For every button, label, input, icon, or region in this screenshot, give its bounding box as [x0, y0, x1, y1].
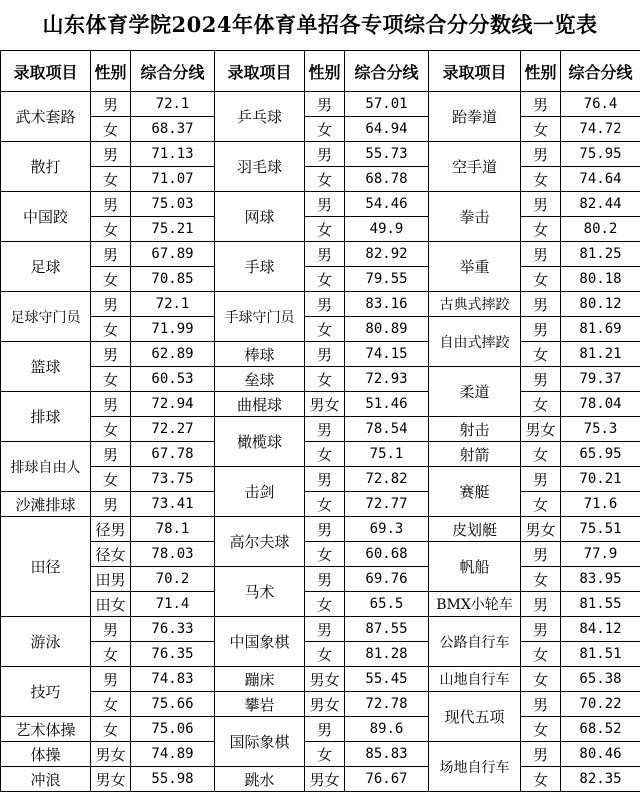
score-cell: 75.03 [131, 192, 215, 217]
project-cell: 冲浪 [1, 767, 91, 792]
gender-cell: 男 [305, 142, 345, 167]
gender-cell: 男女 [521, 417, 561, 442]
gender-cell: 径女 [91, 542, 131, 567]
gender-cell: 男 [305, 292, 345, 317]
project-cell: 拳击 [429, 192, 521, 242]
gender-cell: 男 [91, 242, 131, 267]
score-cell: 70.2 [131, 567, 215, 592]
score-cell: 80.18 [561, 267, 640, 292]
gender-cell: 男女 [91, 742, 131, 767]
table-row [1, 242, 640, 267]
header-gender: 性别 [521, 51, 561, 92]
score-cell: 80.2 [561, 217, 640, 242]
project-cell: 排球 [1, 392, 91, 442]
project-cell: 技巧 [1, 667, 91, 717]
score-cell: 74.83 [131, 667, 215, 692]
score-cell: 85.83 [345, 742, 429, 767]
score-cell: 67.78 [131, 442, 215, 467]
gender-cell: 女 [91, 267, 131, 292]
score-cell: 71.07 [131, 167, 215, 192]
project-cell: 曲棍球 [215, 392, 305, 417]
gender-cell: 女 [91, 717, 131, 742]
gender-cell: 男女 [305, 667, 345, 692]
gender-cell: 男 [91, 292, 131, 317]
project-cell: 空手道 [429, 142, 521, 192]
gender-cell: 女 [91, 467, 131, 492]
table-row [1, 617, 640, 642]
table-row [1, 367, 640, 392]
gender-cell: 径男 [91, 517, 131, 542]
header-score: 综合分线 [131, 51, 215, 92]
project-cell: 中国象棋 [215, 617, 305, 667]
project-cell: 射箭 [429, 442, 521, 467]
gender-cell: 女 [91, 642, 131, 667]
score-cell: 75.06 [131, 717, 215, 742]
table-row [1, 192, 640, 217]
project-cell: 武术套路 [1, 92, 91, 142]
gender-cell: 女 [305, 742, 345, 767]
project-cell: 篮球 [1, 342, 91, 392]
score-cell: 74.72 [561, 117, 640, 142]
gender-cell: 男 [521, 242, 561, 267]
gender-cell: 男 [305, 717, 345, 742]
score-cell: 75.51 [561, 517, 640, 542]
score-cell: 80.89 [345, 317, 429, 342]
gender-cell: 女 [521, 642, 561, 667]
score-cell: 75.66 [131, 692, 215, 717]
score-cell: 68.78 [345, 167, 429, 192]
score-cell: 67.89 [131, 242, 215, 267]
gender-cell: 女 [305, 217, 345, 242]
score-cell: 68.52 [561, 717, 640, 742]
project-cell: 国际象棋 [215, 717, 305, 767]
score-cell: 81.55 [561, 592, 640, 617]
score-cell: 71.13 [131, 142, 215, 167]
score-cell: 75.95 [561, 142, 640, 167]
table-row [1, 742, 640, 767]
project-cell: 古典式摔跤 [429, 292, 521, 317]
gender-cell: 男 [521, 467, 561, 492]
table-row [1, 517, 640, 542]
gender-cell: 男 [521, 592, 561, 617]
score-cell: 68.37 [131, 117, 215, 142]
score-cell: 83.16 [345, 292, 429, 317]
table-row [1, 92, 640, 117]
project-cell: 手球 [215, 242, 305, 292]
table-row [1, 492, 640, 517]
score-cell: 49.9 [345, 217, 429, 242]
project-cell: 皮划艇 [429, 517, 521, 542]
gender-cell: 男 [91, 142, 131, 167]
header-score: 综合分线 [345, 51, 429, 92]
table-row [1, 292, 640, 317]
project-cell: 羽毛球 [215, 142, 305, 192]
score-cell: 71.4 [131, 592, 215, 617]
table-row [1, 217, 640, 242]
project-cell: 手球守门员 [215, 292, 305, 342]
gender-cell: 男女 [305, 392, 345, 417]
header-gender: 性别 [91, 51, 131, 92]
gender-cell: 男 [305, 617, 345, 642]
project-cell: 自由式摔跤 [429, 317, 521, 367]
score-cell: 72.1 [131, 92, 215, 117]
score-cell: 72.78 [345, 692, 429, 717]
gender-cell: 女 [305, 167, 345, 192]
gender-cell: 女 [91, 317, 131, 342]
gender-cell: 女 [91, 692, 131, 717]
project-cell: 击剑 [215, 467, 305, 517]
header-gender: 性别 [305, 51, 345, 92]
gender-cell: 女 [305, 317, 345, 342]
table-row [1, 767, 640, 792]
gender-cell: 女 [305, 542, 345, 567]
score-cell: 69.3 [345, 517, 429, 542]
score-cell: 78.04 [561, 392, 640, 417]
project-cell: 柔道 [429, 367, 521, 417]
score-cell: 65.5 [345, 592, 429, 617]
gender-cell: 男 [521, 92, 561, 117]
score-cell: 79.55 [345, 267, 429, 292]
gender-cell: 男 [521, 617, 561, 642]
table-row [1, 667, 640, 692]
table-body [1, 92, 640, 792]
score-cell: 72.93 [345, 367, 429, 392]
table-row [1, 117, 640, 142]
score-cell: 75.21 [131, 217, 215, 242]
table-row [1, 417, 640, 442]
table-row [1, 642, 640, 667]
table-row [1, 692, 640, 717]
gender-cell: 男 [305, 192, 345, 217]
score-cell: 83.95 [561, 567, 640, 592]
score-cell: 60.68 [345, 542, 429, 567]
gender-cell: 女 [305, 267, 345, 292]
header-score: 综合分线 [561, 51, 640, 92]
gender-cell: 女 [91, 167, 131, 192]
score-cell: 57.01 [345, 92, 429, 117]
score-cell: 75.1 [345, 442, 429, 467]
gender-cell: 女 [521, 217, 561, 242]
table-row [1, 342, 640, 367]
project-cell: 公路自行车 [429, 617, 521, 667]
gender-cell: 女 [521, 167, 561, 192]
score-cell: 80.46 [561, 742, 640, 767]
project-cell: 网球 [215, 192, 305, 242]
gender-cell: 女 [521, 767, 561, 792]
gender-cell: 男 [521, 317, 561, 342]
score-cell: 77.9 [561, 542, 640, 567]
header-project: 录取项目 [429, 51, 521, 92]
score-cell: 82.44 [561, 192, 640, 217]
gender-cell: 男 [521, 367, 561, 392]
project-cell: 蹦床 [215, 667, 305, 692]
score-cell: 69.76 [345, 567, 429, 592]
score-cell: 55.73 [345, 142, 429, 167]
project-cell: 马术 [215, 567, 305, 617]
score-cell: 55.98 [131, 767, 215, 792]
gender-cell: 男 [305, 342, 345, 367]
score-cell: 89.6 [345, 717, 429, 742]
project-cell: 高尔夫球 [215, 517, 305, 567]
table-row [1, 317, 640, 342]
gender-cell: 女 [305, 642, 345, 667]
table-row [1, 142, 640, 167]
project-cell: 垒球 [215, 367, 305, 392]
project-cell: 游泳 [1, 617, 91, 667]
project-cell: 赛艇 [429, 467, 521, 517]
project-cell: 散打 [1, 142, 91, 192]
project-cell: 中国跤 [1, 192, 91, 242]
project-cell: 田径 [1, 517, 91, 617]
score-cell: 71.6 [561, 492, 640, 517]
project-cell: 橄榄球 [215, 417, 305, 467]
gender-cell: 女 [521, 267, 561, 292]
project-cell: 举重 [429, 242, 521, 292]
gender-cell: 男女 [305, 692, 345, 717]
score-cell: 74.64 [561, 167, 640, 192]
project-cell: 帆船 [429, 542, 521, 592]
gender-cell: 田男 [91, 567, 131, 592]
score-cell: 82.92 [345, 242, 429, 267]
gender-cell: 男女 [91, 767, 131, 792]
gender-cell: 女 [91, 217, 131, 242]
gender-cell: 男 [91, 92, 131, 117]
gender-cell: 女 [91, 117, 131, 142]
table-row [1, 167, 640, 192]
score-cell: 84.12 [561, 617, 640, 642]
table-row [1, 567, 640, 592]
project-cell: 射击 [429, 417, 521, 442]
score-cell: 55.45 [345, 667, 429, 692]
project-cell: 乒乓球 [215, 92, 305, 142]
score-cell: 81.25 [561, 242, 640, 267]
score-cell: 82.35 [561, 767, 640, 792]
score-cell: 76.33 [131, 617, 215, 642]
score-cell: 76.67 [345, 767, 429, 792]
gender-cell: 女 [305, 367, 345, 392]
gender-cell: 女 [521, 717, 561, 742]
gender-cell: 男 [521, 542, 561, 567]
gender-cell: 女 [305, 442, 345, 467]
project-cell: 棒球 [215, 342, 305, 367]
gender-cell: 女 [521, 117, 561, 142]
score-cell: 78.1 [131, 517, 215, 542]
project-cell: 现代五项 [429, 692, 521, 742]
score-cell: 78.03 [131, 542, 215, 567]
gender-cell: 男 [305, 92, 345, 117]
score-cell: 81.51 [561, 642, 640, 667]
table-row [1, 542, 640, 567]
table-row [1, 392, 640, 417]
score-cell: 81.28 [345, 642, 429, 667]
gender-cell: 男 [305, 567, 345, 592]
gender-cell: 女 [91, 367, 131, 392]
gender-cell: 男 [521, 292, 561, 317]
gender-cell: 男 [91, 442, 131, 467]
gender-cell: 女 [305, 592, 345, 617]
gender-cell: 男 [91, 492, 131, 517]
gender-cell: 女 [305, 117, 345, 142]
project-cell: 排球自由人 [1, 442, 91, 492]
gender-cell: 女 [91, 417, 131, 442]
score-cell: 64.94 [345, 117, 429, 142]
table-row [1, 442, 640, 467]
project-cell: 足球 [1, 242, 91, 292]
gender-cell: 女 [521, 342, 561, 367]
gender-cell: 女 [521, 567, 561, 592]
header-row [1, 51, 640, 92]
gender-cell: 女 [305, 492, 345, 517]
score-cell: 51.46 [345, 392, 429, 417]
gender-cell: 男 [91, 342, 131, 367]
header-project: 录取项目 [1, 51, 91, 92]
score-cell: 72.82 [345, 467, 429, 492]
gender-cell: 男 [91, 667, 131, 692]
project-cell: 攀岩 [215, 692, 305, 717]
gender-cell: 男 [521, 142, 561, 167]
project-cell: 跆拳道 [429, 92, 521, 142]
gender-cell: 男女 [521, 517, 561, 542]
gender-cell: 男 [521, 192, 561, 217]
score-cell: 70.21 [561, 467, 640, 492]
gender-cell: 女 [521, 392, 561, 417]
project-cell: 跳水 [215, 767, 305, 792]
score-cell: 65.95 [561, 442, 640, 467]
score-cell: 73.75 [131, 467, 215, 492]
project-cell: 艺术体操 [1, 717, 91, 742]
gender-cell: 女 [521, 492, 561, 517]
gender-cell: 田女 [91, 592, 131, 617]
gender-cell: 男 [305, 417, 345, 442]
project-cell: 体操 [1, 742, 91, 767]
header-project: 录取项目 [215, 51, 305, 92]
gender-cell: 男 [305, 517, 345, 542]
score-cell: 70.85 [131, 267, 215, 292]
score-cell: 75.3 [561, 417, 640, 442]
score-cell: 74.89 [131, 742, 215, 767]
gender-cell: 男 [521, 692, 561, 717]
project-cell: 场地自行车 [429, 742, 521, 792]
score-cell: 76.4 [561, 92, 640, 117]
score-table-container [0, 50, 640, 797]
project-cell: BMX小轮车 [429, 592, 521, 617]
score-cell: 72.27 [131, 417, 215, 442]
score-cell: 81.21 [561, 342, 640, 367]
table-row [1, 267, 640, 292]
score-cell: 73.41 [131, 492, 215, 517]
score-cell: 76.35 [131, 642, 215, 667]
gender-cell: 男 [305, 467, 345, 492]
score-cell: 71.99 [131, 317, 215, 342]
score-cell: 60.53 [131, 367, 215, 392]
score-cell: 72.1 [131, 292, 215, 317]
gender-cell: 男 [91, 617, 131, 642]
score-cell: 87.55 [345, 617, 429, 642]
score-cell: 80.12 [561, 292, 640, 317]
gender-cell: 男 [305, 242, 345, 267]
score-cell: 72.77 [345, 492, 429, 517]
gender-cell: 男 [91, 192, 131, 217]
page-title: 山东体育学院2024年体育单招各专项综合分分数线一览表 [42, 12, 598, 37]
score-cell: 54.46 [345, 192, 429, 217]
gender-cell: 男 [521, 742, 561, 767]
project-cell: 足球守门员 [1, 292, 91, 342]
gender-cell: 女 [521, 442, 561, 467]
project-cell: 山地自行车 [429, 667, 521, 692]
table-row [1, 717, 640, 742]
table-row [1, 467, 640, 492]
score-cell: 78.54 [345, 417, 429, 442]
score-cell: 81.69 [561, 317, 640, 342]
score-cell: 70.22 [561, 692, 640, 717]
gender-cell: 男 [91, 392, 131, 417]
score-cell: 72.94 [131, 392, 215, 417]
score-cell: 74.15 [345, 342, 429, 367]
score-cell: 65.38 [561, 667, 640, 692]
gender-cell: 男女 [305, 767, 345, 792]
table-row [1, 592, 640, 617]
project-cell: 沙滩排球 [1, 492, 91, 517]
score-cell: 62.89 [131, 342, 215, 367]
gender-cell: 女 [521, 667, 561, 692]
score-table [0, 50, 640, 792]
score-cell: 79.37 [561, 367, 640, 392]
